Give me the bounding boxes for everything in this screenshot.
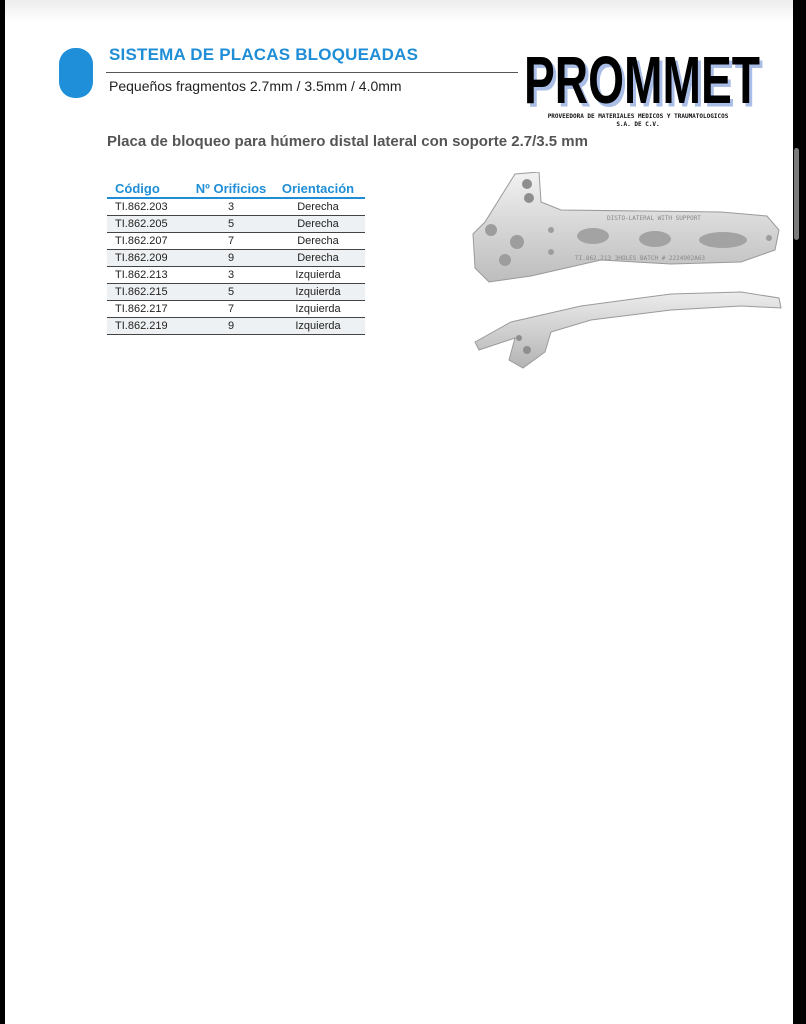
cell-code: TI.862.207 bbox=[107, 233, 191, 250]
combi-hole bbox=[577, 228, 609, 244]
tab-hole bbox=[524, 193, 534, 203]
document-page bbox=[5, 0, 793, 1024]
table-row bbox=[107, 284, 365, 301]
cell-holes: 3 bbox=[191, 198, 271, 216]
logo-tagline-line1: PROVEEDORA DE MATERIALES MEDICOS Y TRAUMATOLOGICOS bbox=[547, 113, 729, 120]
product-title: Placa de bloqueo para húmero distal lateral con soporte 2.7/3.5 mm bbox=[107, 133, 588, 150]
cell-orientation: Izquierda bbox=[271, 267, 365, 284]
table-row bbox=[107, 233, 365, 250]
table-header-row bbox=[107, 178, 365, 198]
end-hole bbox=[766, 235, 772, 241]
cell-orientation: Izquierda bbox=[271, 284, 365, 301]
system-title: SISTEMA DE PLACAS BLOQUEADAS bbox=[109, 45, 419, 64]
cell-holes: 7 bbox=[191, 301, 271, 318]
cell-holes: 9 bbox=[191, 250, 271, 267]
screw-hole bbox=[485, 224, 497, 236]
cell-code: TI.862.203 bbox=[107, 198, 191, 216]
header-code: Código bbox=[107, 178, 191, 198]
tab-hole bbox=[522, 179, 532, 189]
cell-holes: 5 bbox=[191, 284, 271, 301]
plate-image bbox=[471, 172, 785, 372]
engraving-line2: TI.862.213 3HOLES BATCH # 2224902A63 bbox=[575, 255, 706, 262]
cell-holes: 5 bbox=[191, 216, 271, 233]
table-row bbox=[107, 267, 365, 284]
k-wire-hole bbox=[548, 227, 554, 233]
header-holes: Nº Orificios bbox=[191, 178, 271, 198]
cell-code: TI.862.205 bbox=[107, 216, 191, 233]
cell-code: TI.862.215 bbox=[107, 284, 191, 301]
cell-orientation: Derecha bbox=[271, 198, 365, 216]
table-row bbox=[107, 216, 365, 233]
cell-code: TI.862.217 bbox=[107, 301, 191, 318]
cell-code: TI.862.213 bbox=[107, 267, 191, 284]
cell-orientation: Izquierda bbox=[271, 301, 365, 318]
screw-hole bbox=[499, 254, 511, 266]
oblong-hole bbox=[699, 232, 747, 248]
logo-wordmark bbox=[513, 37, 773, 113]
cell-orientation: Izquierda bbox=[271, 318, 365, 335]
cell-orientation: Derecha bbox=[271, 233, 365, 250]
k-wire-hole bbox=[548, 249, 554, 255]
logo-tagline bbox=[513, 113, 763, 129]
prommet-logo bbox=[513, 37, 773, 137]
cell-orientation: Derecha bbox=[271, 216, 365, 233]
table-row bbox=[107, 301, 365, 318]
header-orientation: Orientación bbox=[271, 178, 365, 198]
table-body bbox=[107, 198, 365, 335]
top-shade bbox=[5, 0, 793, 22]
cell-holes: 3 bbox=[191, 267, 271, 284]
section-marker bbox=[59, 48, 93, 98]
scrollbar-thumb[interactable] bbox=[794, 148, 799, 240]
cell-code: TI.862.209 bbox=[107, 250, 191, 267]
engraving-line1: DISTO-LATERAL WITH SUPPORT bbox=[607, 215, 701, 222]
cell-orientation: Derecha bbox=[271, 250, 365, 267]
logo-shadow: PROMMET bbox=[527, 45, 763, 113]
cell-holes: 9 bbox=[191, 318, 271, 335]
product-code-table bbox=[107, 178, 365, 335]
screw-hole bbox=[510, 235, 524, 249]
system-subtitle: Pequeños fragmentos 2.7mm / 3.5mm / 4.0mm bbox=[109, 78, 402, 94]
logo-tagline-line2: S.A. DE C.V. bbox=[616, 121, 660, 128]
title-divider bbox=[106, 72, 518, 73]
side-hole bbox=[523, 346, 531, 354]
cell-code: TI.862.219 bbox=[107, 318, 191, 335]
table-row bbox=[107, 318, 365, 335]
logo-text: PROMMET bbox=[524, 42, 760, 113]
table-row bbox=[107, 198, 365, 216]
cell-holes: 7 bbox=[191, 233, 271, 250]
combi-hole bbox=[639, 231, 671, 247]
side-hole bbox=[516, 335, 522, 341]
table-row bbox=[107, 250, 365, 267]
